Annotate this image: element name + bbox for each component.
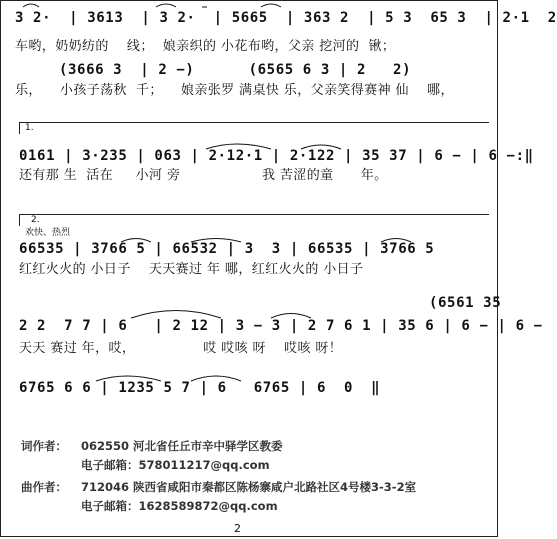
- row1-notes: 3 2· | 3613 | 3 2· | 5665 | 363 2 | 5 3 65 3 | 2·1 2: [15, 10, 557, 26]
- row5-tuplet: (6561 35: [429, 295, 502, 311]
- composer-address: 712046 陕西省咸阳市秦都区陈杨寨咸户北路社区4号楼3-3-2室: [81, 480, 417, 494]
- row6-slurs: [1, 369, 501, 383]
- composer-label: 曲作者：: [21, 480, 67, 494]
- volta-1-label: 1.: [25, 123, 34, 133]
- volta-2-label: 2.: [31, 215, 40, 225]
- row6-notes: 6765 6 6 | 1235 5 7 | 6 6765 | 6 0 ‖: [19, 380, 381, 396]
- row2-lyrics: 乐， 小孩子荡秋 千； 娘亲张罗 满桌快 乐，父亲笑得赛神 仙 哪，: [15, 83, 454, 98]
- row5-lyrics: 天天 赛过 年，哎， 哎 哎咳 呀 哎咳 呀！: [19, 341, 343, 356]
- row4-lyrics: 红红火火的 小日子 天天赛过 年 哪，红红火火的 小日子: [19, 262, 364, 277]
- lyricist-email: 电子邮箱：578011217@qq.com: [81, 458, 270, 472]
- row4-notes: 66535 | 3766 5 | 66532 | 3 3 | 66535 | 3766 5: [19, 241, 435, 257]
- lyricist-address: 062550 河北省任丘市辛中驿学区教委: [81, 439, 283, 453]
- row5-slurs: [1, 303, 501, 321]
- tempo-marking: 欢快、热烈: [25, 228, 71, 238]
- page-number: 2: [234, 522, 241, 535]
- composer-email: 电子邮箱：1628589872@qq.com: [81, 499, 278, 513]
- row5-notes: 2 2 7 7 | 6 | 2 12 | 3 − 3 | 2 7 6 1 | 35 6 | 6 − | 6 −: [19, 318, 543, 334]
- volta-2-hook: [19, 214, 20, 226]
- volta-1-line: [19, 122, 489, 123]
- row1-lyrics: 车哟，奶奶纺的 线； 娘亲织的 小花布哟，父亲 挖河的 锹；: [15, 39, 396, 54]
- row3-slurs: [1, 137, 501, 153]
- volta-2-line: [19, 214, 489, 215]
- row3-lyrics: 还有那 生 活在 小河 旁 我 苦涩的童 年。: [19, 168, 388, 183]
- row4-slurs: [1, 233, 501, 245]
- row1-slurs: [1, 1, 501, 41]
- volta-1-hook: [19, 122, 20, 134]
- lyricist-label: 词作者：: [21, 439, 67, 453]
- row3-notes: 0161 | 3·235 | 063 | 2·12·1 | 2·122 | 35 37 | 6 − | 6 −:‖: [19, 148, 534, 164]
- row2-notes: (3666 3 | 2 −) (6565 6 3 | 2 2): [59, 62, 412, 78]
